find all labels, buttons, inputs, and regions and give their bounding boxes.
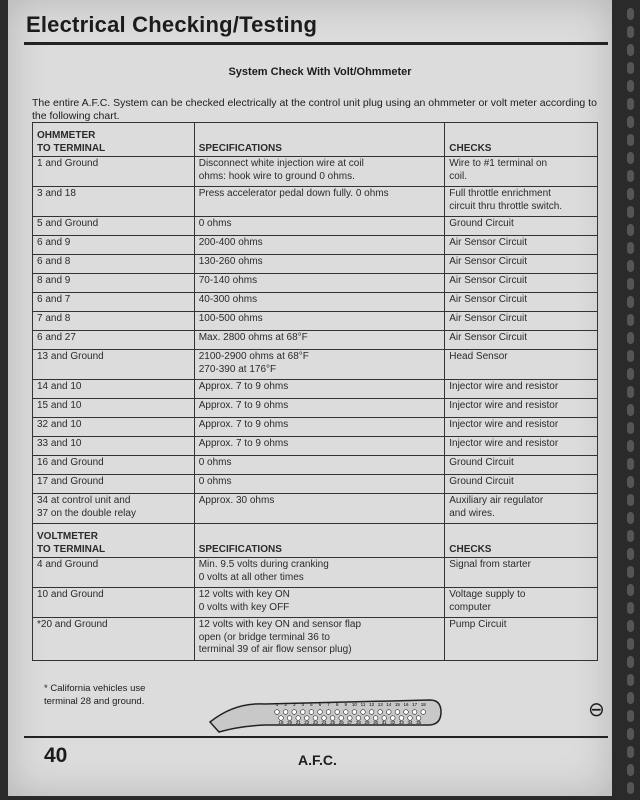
connector-pin <box>344 710 349 715</box>
connector-pin <box>412 710 417 715</box>
connector-pin <box>369 710 374 715</box>
ohm-table-row <box>33 236 598 255</box>
connector-pin-label: 6 <box>318 702 322 707</box>
binding-hole <box>627 530 634 542</box>
connector-pin-label: 28 <box>355 720 361 725</box>
connector-pin-label: 4 <box>301 702 305 707</box>
terminal-cell: 6 and 27 <box>33 331 195 350</box>
connector-pin-label: 2 <box>284 702 287 707</box>
check-cell: Air Sensor Circuit <box>445 293 598 312</box>
terminal-cell: 6 and 7 <box>33 293 195 312</box>
connector-pin-label: 1 <box>275 702 279 707</box>
check-cell: Injector wire and resistor <box>445 437 598 456</box>
connector-pin-label: 7 <box>327 702 330 707</box>
connector-pin <box>296 716 301 721</box>
binding-hole <box>627 314 634 326</box>
connector-pin-label: 33 <box>398 720 404 725</box>
connector-pin-label: 24 <box>321 720 327 725</box>
volt-header-row <box>33 524 598 558</box>
connector-pin-label: 8 <box>335 702 339 707</box>
binding-hole <box>627 692 634 704</box>
ohm-header-row <box>33 123 598 157</box>
binding-hole <box>627 350 634 362</box>
binding-hole <box>627 548 634 560</box>
connector-pin-label: 15 <box>394 702 400 707</box>
binding-hole <box>627 746 634 758</box>
terminal-cell: 1 and Ground <box>33 157 195 187</box>
intro-paragraph: The entire A.F.C. System can be checked electrically at the control unit plug using an ohmmeter or volt meter according to the following chart. <box>32 97 597 122</box>
spec-cell: 0 ohms <box>194 475 445 494</box>
terminal-cell: 6 and 9 <box>33 236 195 255</box>
ohm-table-row <box>33 475 598 494</box>
check-cell: Head Sensor <box>445 350 598 380</box>
terminal-cell: 17 and Ground <box>33 475 195 494</box>
check-cell: Ground Circuit <box>445 475 598 494</box>
connector-pin-label: 5 <box>310 702 313 707</box>
connector-pin <box>421 710 426 715</box>
check-cell: Voltage supply to computer <box>445 588 598 618</box>
ohm-table-row <box>33 456 598 475</box>
binding-hole <box>627 764 634 776</box>
connector-pin-label: 19 <box>278 720 284 725</box>
binding-hole <box>627 566 634 578</box>
section-subtitle: System Check With Volt/Ohmmeter <box>228 66 412 78</box>
binding-hole <box>627 8 634 20</box>
ohm-table-row <box>33 274 598 293</box>
connector-pin <box>339 716 344 721</box>
spec-cell: 0 ohms <box>194 456 445 475</box>
spec-cell: Press accelerator pedal down fully. 0 ohms <box>194 187 445 217</box>
ohm-table-row <box>33 350 598 380</box>
volt-col-checks: CHECKS <box>445 524 598 558</box>
page-title: Electrical Checking/Testing <box>26 12 318 37</box>
connector-pin <box>395 710 400 715</box>
check-cell: Ground Circuit <box>445 217 598 236</box>
connector-plug-diagram <box>205 692 445 734</box>
terminal-cell: 15 and 10 <box>33 399 195 418</box>
terminal-cell: 8 and 9 <box>33 274 195 293</box>
spec-cell: 130-260 ohms <box>194 255 445 274</box>
connector-pin-label: 14 <box>386 702 392 707</box>
binding-hole <box>627 206 634 218</box>
binding-hole <box>627 260 634 272</box>
binding-hole <box>627 656 634 668</box>
connector-pin <box>330 716 335 721</box>
connector-pin <box>326 710 331 715</box>
connector-pin <box>335 710 340 715</box>
ohm-table-row <box>33 418 598 437</box>
connector-pin <box>322 716 327 721</box>
spec-cell: 70-140 ohms <box>194 274 445 293</box>
terminal-cell: 7 and 8 <box>33 312 195 331</box>
ohm-table-row <box>33 157 598 187</box>
terminal-cell: 10 and Ground <box>33 588 195 618</box>
connector-pin <box>361 710 366 715</box>
binding-hole <box>627 458 634 470</box>
binding-hole <box>627 440 634 452</box>
volt-col-terminal: VOLTMETER TO TERMINAL <box>33 524 195 558</box>
connector-pin <box>309 710 314 715</box>
connector-pin <box>416 716 421 721</box>
binding-hole <box>627 44 634 56</box>
connector-pin-label: 22 <box>304 720 310 725</box>
ohm-col-spec: SPECIFICATIONS <box>194 123 445 157</box>
connector-pin <box>408 716 413 721</box>
connector-pin <box>275 710 280 715</box>
check-cell: Injector wire and resistor <box>445 418 598 437</box>
connector-pin-label: 3 <box>292 702 296 707</box>
terminal-cell: 33 and 10 <box>33 437 195 456</box>
terminal-cell: 16 and Ground <box>33 456 195 475</box>
volt-table-row <box>33 558 598 588</box>
binding-hole <box>627 710 634 722</box>
footer-rule <box>24 736 608 738</box>
spec-cell: 100-500 ohms <box>194 312 445 331</box>
check-table <box>32 122 598 661</box>
header-rule <box>24 42 608 45</box>
terminal-cell: 14 and 10 <box>33 380 195 399</box>
binding-hole <box>627 152 634 164</box>
binding-hole <box>627 638 634 650</box>
terminal-cell: 13 and Ground <box>33 350 195 380</box>
connector-pin <box>318 710 323 715</box>
volt-col-spec: SPECIFICATIONS <box>194 524 445 558</box>
connector-pin-label: 18 <box>420 702 426 707</box>
binding-hole <box>627 386 634 398</box>
connector-pin <box>348 716 353 721</box>
spec-cell: Approx. 7 to 9 ohms <box>194 380 445 399</box>
page-mark-icon: ⊖ <box>588 699 605 721</box>
volt-table-row <box>33 588 598 618</box>
spec-cell: Max. 2800 ohms at 68°F <box>194 331 445 350</box>
connector-pin-label: 23 <box>312 720 318 725</box>
spec-cell: Approx. 7 to 9 ohms <box>194 437 445 456</box>
ohm-table-row <box>33 293 598 312</box>
binding-hole <box>627 278 634 290</box>
binding-hole <box>627 134 634 146</box>
check-cell: Air Sensor Circuit <box>445 236 598 255</box>
connector-pin <box>382 716 387 721</box>
ohm-table-row <box>33 331 598 350</box>
terminal-cell: 5 and Ground <box>33 217 195 236</box>
ohm-table-row <box>33 494 598 524</box>
ohm-col-checks: CHECKS <box>445 123 598 157</box>
connector-pin-label: 26 <box>338 720 344 725</box>
connector-pin <box>305 716 310 721</box>
binding-hole <box>627 242 634 254</box>
check-cell: Auxiliary air regulator and wires. <box>445 494 598 524</box>
check-cell: Air Sensor Circuit <box>445 255 598 274</box>
connector-pin <box>404 710 409 715</box>
page-number: 40 <box>44 744 68 767</box>
spec-cell: Approx. 30 ohms <box>194 494 445 524</box>
binding-hole <box>627 728 634 740</box>
connector-pin <box>313 716 318 721</box>
connector-pin-label: 31 <box>381 720 387 725</box>
connector-pin <box>391 716 396 721</box>
terminal-cell: 34 at control unit and 37 on the double relay <box>33 494 195 524</box>
footnote: * California vehicles use terminal 28 and ground. <box>44 683 146 707</box>
check-cell: Injector wire and resistor <box>445 380 598 399</box>
connector-pin-label: 12 <box>369 702 375 707</box>
ohm-table-row <box>33 217 598 236</box>
binding-hole <box>627 620 634 632</box>
connector-pin <box>378 710 383 715</box>
spec-cell: Min. 9.5 volts during cranking 0 volts at all other times <box>194 558 445 588</box>
binding-hole <box>627 296 634 308</box>
connector-pin <box>287 716 292 721</box>
binding-hole <box>627 602 634 614</box>
connector-pin <box>301 710 306 715</box>
binding-hole <box>627 584 634 596</box>
connector-pin-label: 34 <box>407 720 413 725</box>
check-cell: Pump Circuit <box>445 618 598 661</box>
spec-cell: 200-400 ohms <box>194 236 445 255</box>
ohm-table-row <box>33 255 598 274</box>
connector-pin-label: 17 <box>412 702 418 707</box>
binding-hole <box>627 332 634 344</box>
connector-pin <box>365 716 370 721</box>
binding-hole <box>627 98 634 110</box>
connector-pin <box>283 710 288 715</box>
connector-pin-label: 29 <box>364 720 370 725</box>
ohm-col-terminal: OHMMETER TO TERMINAL <box>33 123 195 157</box>
ohm-table-row <box>33 312 598 331</box>
ohm-table-row <box>33 187 598 217</box>
connector-pin-label: 25 <box>330 720 336 725</box>
spec-cell: 12 volts with key ON 0 volts with key OFF <box>194 588 445 618</box>
binding-hole <box>627 404 634 416</box>
connector-pin-label: 13 <box>377 702 383 707</box>
check-cell: Air Sensor Circuit <box>445 331 598 350</box>
ohm-table-row <box>33 380 598 399</box>
binding-hole <box>627 188 634 200</box>
binding-hole <box>627 674 634 686</box>
terminal-cell: *20 and Ground <box>33 618 195 661</box>
check-cell: Injector wire and resistor <box>445 399 598 418</box>
connector-pin-label: 10 <box>351 702 357 707</box>
connector-pin <box>399 716 404 721</box>
ohm-table-row <box>33 437 598 456</box>
connector-pin-label: 16 <box>403 702 409 707</box>
terminal-cell: 32 and 10 <box>33 418 195 437</box>
check-cell: Full throttle enrichment circuit thru throttle switch. <box>445 187 598 217</box>
connector-pin-label: 21 <box>295 720 301 725</box>
connector-pin-label: 35 <box>416 720 422 725</box>
connector-pin-label: 9 <box>344 702 348 707</box>
check-cell: Air Sensor Circuit <box>445 312 598 331</box>
connector-pin-label: 11 <box>360 702 366 707</box>
connector-pin <box>352 710 357 715</box>
binding-hole <box>627 80 634 92</box>
check-cell: Ground Circuit <box>445 456 598 475</box>
connector-pin <box>292 710 297 715</box>
footer-label: A.F.C. <box>298 752 337 768</box>
spec-cell: 0 ohms <box>194 217 445 236</box>
binding-hole <box>627 368 634 380</box>
spiral-binding <box>612 0 638 800</box>
binding-hole <box>627 512 634 524</box>
terminal-cell: 3 and 18 <box>33 187 195 217</box>
spec-cell: 40-300 ohms <box>194 293 445 312</box>
binding-hole <box>627 26 634 38</box>
binding-hole <box>627 224 634 236</box>
spec-cell: 12 volts with key ON and sensor flap open (or bridge terminal 36 to terminal 39 of air flow sensor plug) <box>194 618 445 661</box>
connector-pin-label: 20 <box>287 720 293 725</box>
connector-pin <box>279 716 284 721</box>
connector-pin-label: 30 <box>373 720 379 725</box>
volt-table-row <box>33 618 598 661</box>
connector-pin-label: 27 <box>347 720 353 725</box>
connector-pin-label: 32 <box>390 720 396 725</box>
binding-hole <box>627 422 634 434</box>
binding-hole <box>627 782 634 794</box>
spec-cell: Disconnect white injection wire at coil ohms: hook wire to ground 0 ohms. <box>194 157 445 187</box>
check-cell: Air Sensor Circuit <box>445 274 598 293</box>
connector-pin <box>373 716 378 721</box>
terminal-cell: 6 and 8 <box>33 255 195 274</box>
check-cell: Signal from starter <box>445 558 598 588</box>
spec-cell: Approx. 7 to 9 ohms <box>194 399 445 418</box>
ohm-table-row <box>33 399 598 418</box>
binding-hole <box>627 170 634 182</box>
spec-cell: 2100-2900 ohms at 68°F 270-390 at 176°F <box>194 350 445 380</box>
check-cell: Wire to #1 terminal on coil. <box>445 157 598 187</box>
binding-hole <box>627 494 634 506</box>
binding-hole <box>627 476 634 488</box>
binding-hole <box>627 116 634 128</box>
connector-pin <box>387 710 392 715</box>
connector-pin <box>356 716 361 721</box>
terminal-cell: 4 and Ground <box>33 558 195 588</box>
spec-cell: Approx. 7 to 9 ohms <box>194 418 445 437</box>
